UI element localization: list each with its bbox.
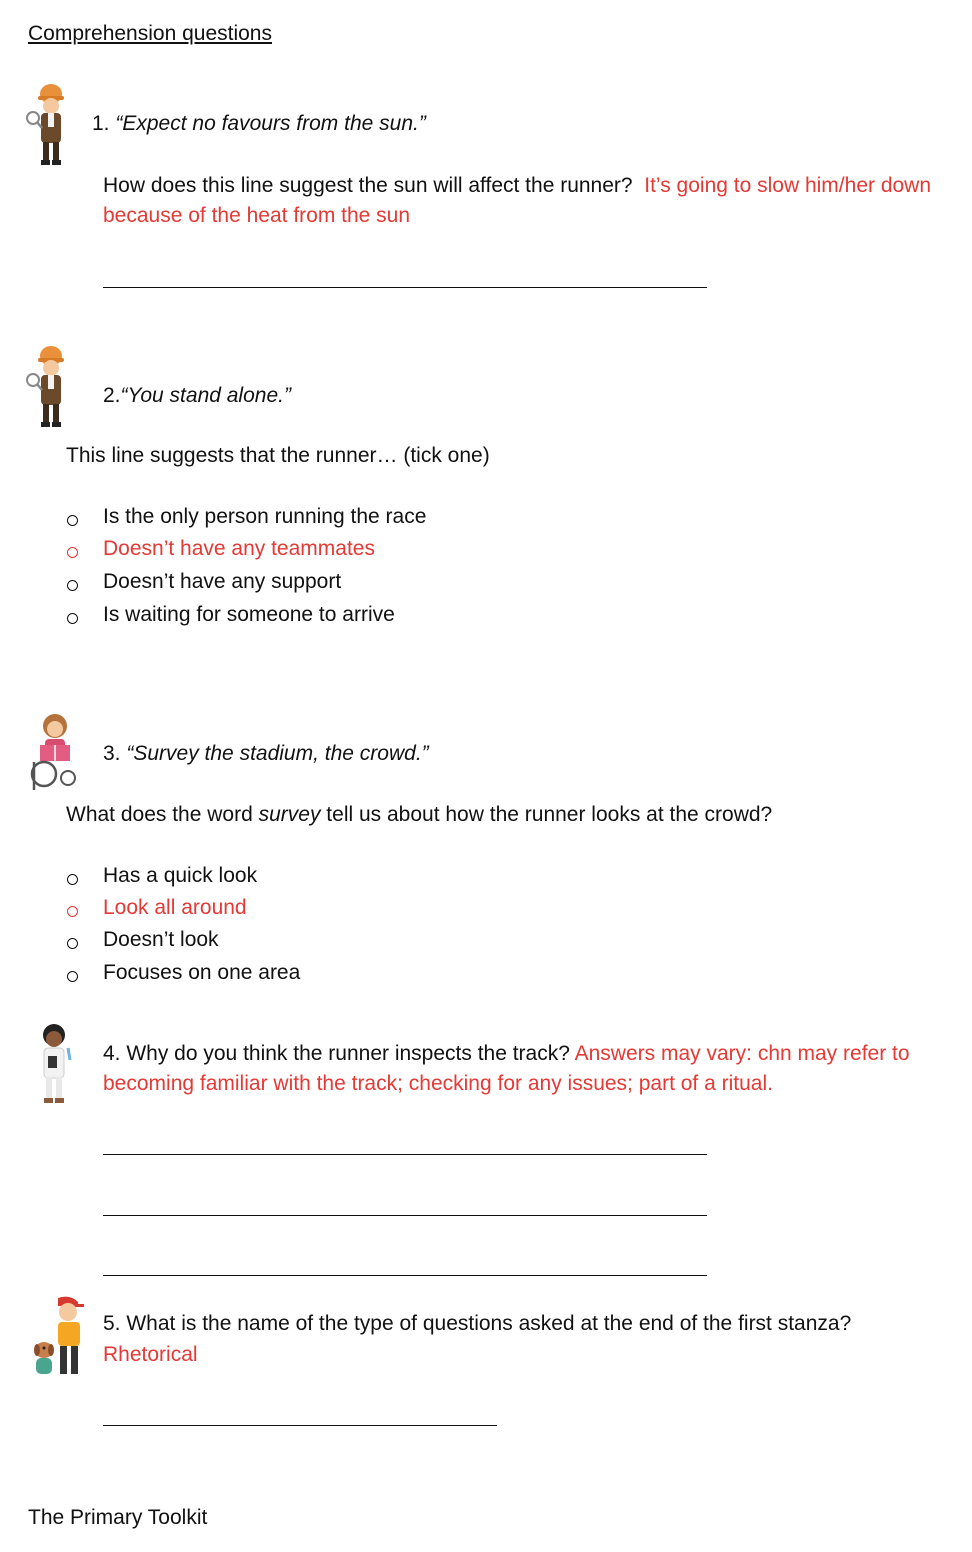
question-4-prompt: 4. Why do you think the runner inspects the track? (103, 1042, 570, 1065)
question-3-option-answer: Look all around (103, 896, 247, 919)
question-1-title (92, 112, 426, 136)
question-3-title (103, 742, 429, 766)
answer-line (103, 287, 707, 288)
question-2-option: Is the only person running the race (103, 505, 427, 528)
answer-line (103, 1275, 707, 1276)
question-1-number: 1. (92, 112, 110, 135)
option-bullet[interactable] (67, 613, 78, 624)
question-2-option-answer: Doesn’t have any teammates (103, 537, 375, 560)
question-1-body (103, 171, 953, 231)
question-2-quote: “You stand alone.” (120, 384, 291, 407)
question-5-prompt: 5. What is the name of the type of questions asked at the end of the first stanza? (103, 1312, 852, 1335)
question-2-option: Doesn’t have any support (103, 570, 342, 593)
detective-character-icon (26, 344, 76, 434)
detective-character-icon (26, 82, 76, 172)
question-1-prompt: How does this line suggest the sun will affect the runner? (103, 174, 633, 197)
question-3-number: 3. (103, 742, 121, 765)
reader-character-icon (30, 712, 80, 792)
question-3-quote: “Survey the stadium, the crowd.” (126, 742, 429, 765)
answer-line (103, 1425, 497, 1426)
option-bullet[interactable] (67, 547, 78, 558)
answer-line (103, 1215, 707, 1216)
question-4-answer: Answers may vary: chn may refer to becoming familiar with the track; checking for any issues; part of a ritual. (103, 1042, 910, 1095)
question-5-answer: Rhetorical (103, 1343, 198, 1366)
question-2-title (103, 384, 291, 408)
question-3-option: Doesn’t look (103, 928, 219, 951)
question-4-body (103, 1039, 963, 1099)
answer-line (103, 1154, 707, 1155)
option-bullet[interactable] (67, 874, 78, 885)
scientist-character-icon (32, 1022, 80, 1108)
option-bullet[interactable] (67, 938, 78, 949)
keyword-survey: survey (258, 803, 321, 826)
question-2-option: Is waiting for someone to arrive (103, 603, 395, 626)
question-3-option: Has a quick look (103, 864, 258, 887)
option-bullet[interactable] (67, 580, 78, 591)
page-heading: Comprehension questions (28, 22, 272, 45)
question-2-number: 2. (103, 384, 121, 407)
option-bullet[interactable] (67, 906, 78, 917)
question-1-answer: It’s going to slow him/her down because of the heat from the sun (103, 174, 932, 227)
footer-brand: The Primary Toolkit (28, 1506, 208, 1529)
option-bullet[interactable] (67, 515, 78, 526)
question-2-prompt: This line suggests that the runner… (tick one) (66, 444, 490, 467)
question-3-prompt: What does the word survey tell us about how the runner looks at the crowd? (66, 803, 773, 826)
boy-with-dog-character-icon (32, 1292, 88, 1380)
option-bullet[interactable] (67, 971, 78, 982)
question-1-quote: “Expect no favours from the sun.” (115, 112, 426, 135)
question-3-option: Focuses on one area (103, 961, 301, 984)
